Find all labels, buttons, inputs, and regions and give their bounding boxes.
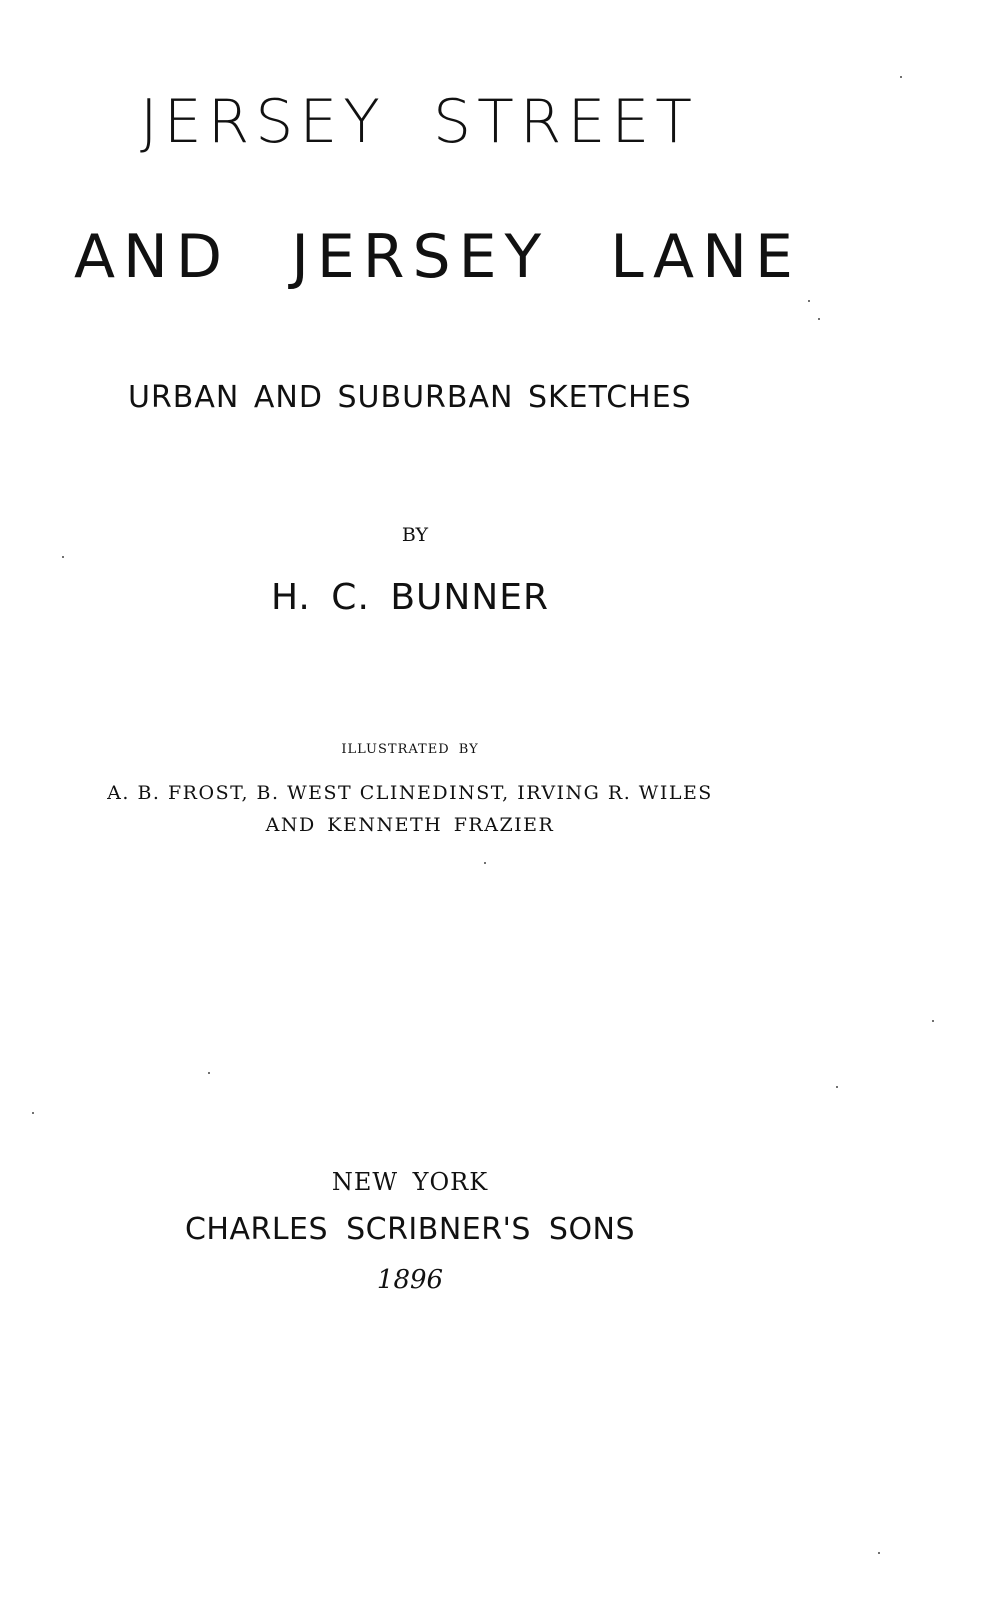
- by-label: BY: [401, 524, 429, 546]
- illustrators-line-1: A. B. FROST, B. WEST CLINEDINST, IRVING R. WILES: [107, 782, 713, 804]
- illustrators-line-2: AND KENNETH FRAZIER: [265, 814, 555, 836]
- scan-speck: [32, 1112, 34, 1114]
- scan-speck: [932, 1020, 934, 1022]
- scan-speck: [900, 76, 902, 78]
- publication-city: NEW YORK: [331, 1168, 489, 1196]
- scan-speck: [808, 300, 810, 302]
- illustrated-by-label: ILLUSTRATED BY: [341, 742, 479, 757]
- title-line-1: JERSEY STREET: [140, 87, 698, 157]
- scan-speck: [878, 1552, 880, 1554]
- scan-speck: [836, 1086, 838, 1088]
- author-name: H. C. BUNNER: [270, 577, 549, 618]
- scan-speck: [62, 556, 64, 558]
- scan-speck: [818, 318, 820, 320]
- subtitle: URBAN AND SUBURBAN SKETCHES: [128, 380, 692, 415]
- publisher-name: CHARLES SCRIBNER'S SONS: [184, 1212, 636, 1247]
- publication-year: 1896: [376, 1265, 444, 1295]
- title-line-2: AND JERSEY LANE: [74, 222, 801, 292]
- scan-speck: [484, 862, 486, 864]
- scan-speck: [208, 1072, 210, 1074]
